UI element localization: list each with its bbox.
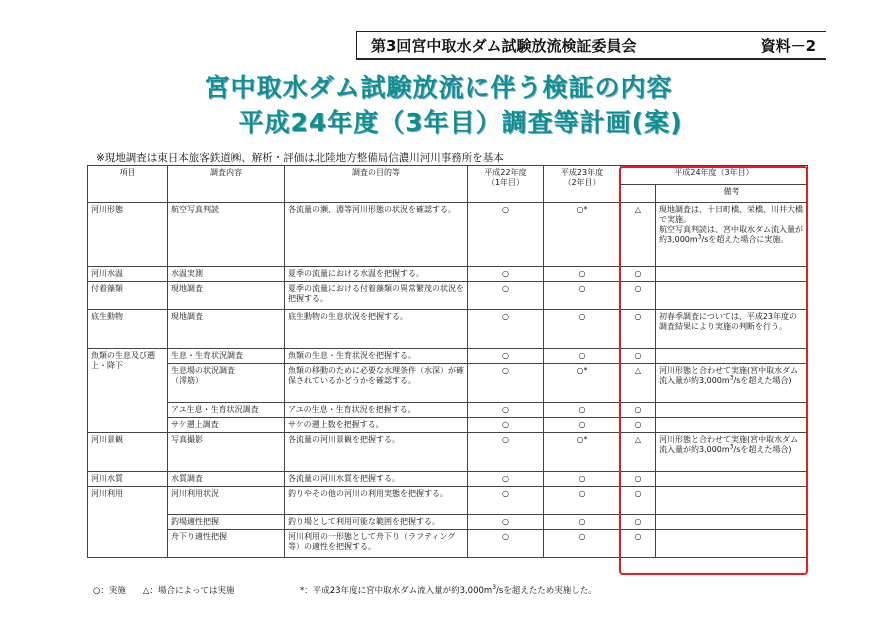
page-subtitle: 平成24年度（3年目）調査等計画(案): [238, 108, 683, 137]
header-content: 調査内容: [168, 166, 285, 203]
table-row: 付着藻類 現地調査 夏季の流量における付着藻類の異常繁茂の状況を把握する。 ○ ○ ○: [88, 282, 808, 310]
header-fy24: 平成24年度（3年目）: [621, 166, 808, 185]
table-row: 魚類の生息及び遡上・降下 生息・生育状況調査 魚類の生息・生育状況を把握する。 ○ ○ ○: [88, 349, 808, 364]
header-fy23: 平成23年度 （2年目）: [544, 166, 621, 203]
remark-cell: 初春季調査については、平成23年度の調査結果により実施の判断を行う。: [656, 310, 808, 349]
remark-cell: 河川形態と合わせて実施(宮中取水ダム流入量が約$3,000m^3/s$を超えた場合): [656, 364, 808, 403]
table-row: 河川景観 写真撮影 各流量の河川景観を把握する。 ○ ○* △ 河川形態と合わせて実施(宮中取水ダム流入量が約$3,000m^3/s$を超えた場合): [88, 433, 808, 472]
table-row: サケ遡上調査 サケの遡上数を把握する。 ○ ○ ○: [88, 418, 808, 433]
legend: ○：実施 △：場合によっては実施: [93, 586, 235, 596]
survey-note: ※現地調査は東日本旅客鉄道㈱、解析・評価は北陸地方整備局信濃川河川事務所を基本: [96, 152, 504, 164]
page-title: 宮中取水ダム試験放流に伴う検証の内容: [204, 73, 673, 102]
document-label: [356, 31, 826, 60]
committee-title: 第3回宮中取水ダム試験放流検証委員会: [371, 36, 637, 55]
remark-cell: 現地調査は、十日町橋、栄橋、川井大橋で実施。 航空写真判読は、宮中取水ダム流入量が約$3,000m^3/s$を超えた場合に実施。: [656, 203, 808, 267]
header-item: 項目: [88, 166, 168, 203]
remark-cell: 河川形態と合わせて実施(宮中取水ダム流入量が約$3,000m^3/s$を超えた場合): [656, 433, 808, 472]
footnote: *：平成23年度に宮中取水ダム流入量が約$3,000m^3/s$を超えたため実施した。: [300, 584, 597, 596]
table-row: 生息場の状況調査 （澪筋） 魚類の移動のために必要な水理条件（水深）が確保されているかどうかを確認する。 ○ ○* △ 河川形態と合わせて実施(宮中取水ダム流入量が約$3,000m^3/s$を超えた場合): [88, 364, 808, 403]
table-row: 河川利用 河川利用状況 釣りやその他の河川の利用実態を把握する。 ○ ○ ○: [88, 487, 808, 515]
header-fy22: 平成22年度 （1年目）: [468, 166, 544, 203]
table-row: 釣場適性把握 釣り場として利用可能な範囲を把握する。 ○ ○ ○: [88, 515, 808, 530]
header-purpose: 調査の目的等: [285, 166, 468, 203]
table-row: 河川水質 水質調査 各流量の河川水質を把握する。 ○ ○ ○: [88, 472, 808, 487]
table-row: アユ生息・生育状況調査 アユの生息・生育状況を把握する。 ○ ○ ○: [88, 403, 808, 418]
table-header-row: [88, 166, 808, 185]
table-row: 底生動物 現地調査 底生動物の生息状況を把握する。 ○ ○ ○ 初春季調査については、平成23年度の調査結果により実施の判断を行う。: [88, 310, 808, 349]
table-row: 河川形態 航空写真判読 各流量の瀬、淵等河川形態の状況を確認する。 ○ ○* △ 現地調査は、十日町橋、栄橋、川井大橋で実施。 航空写真判読は、宮中取水ダム流入量が約$3,000m^3/s$を超えた場合に実施。: [88, 203, 808, 267]
table-row: 河川水温 水温実測 夏季の流量における水温を把握する。 ○ ○ ○: [88, 267, 808, 282]
table-row: 舟下り適性把握 河川利用の一形態として舟下り（ラフティング等）の適性を把握する。 ○ ○ ○: [88, 530, 808, 558]
material-number: 資料－2: [760, 36, 816, 55]
survey-plan-table: [87, 165, 808, 558]
header-remarks: 備考: [656, 185, 808, 203]
